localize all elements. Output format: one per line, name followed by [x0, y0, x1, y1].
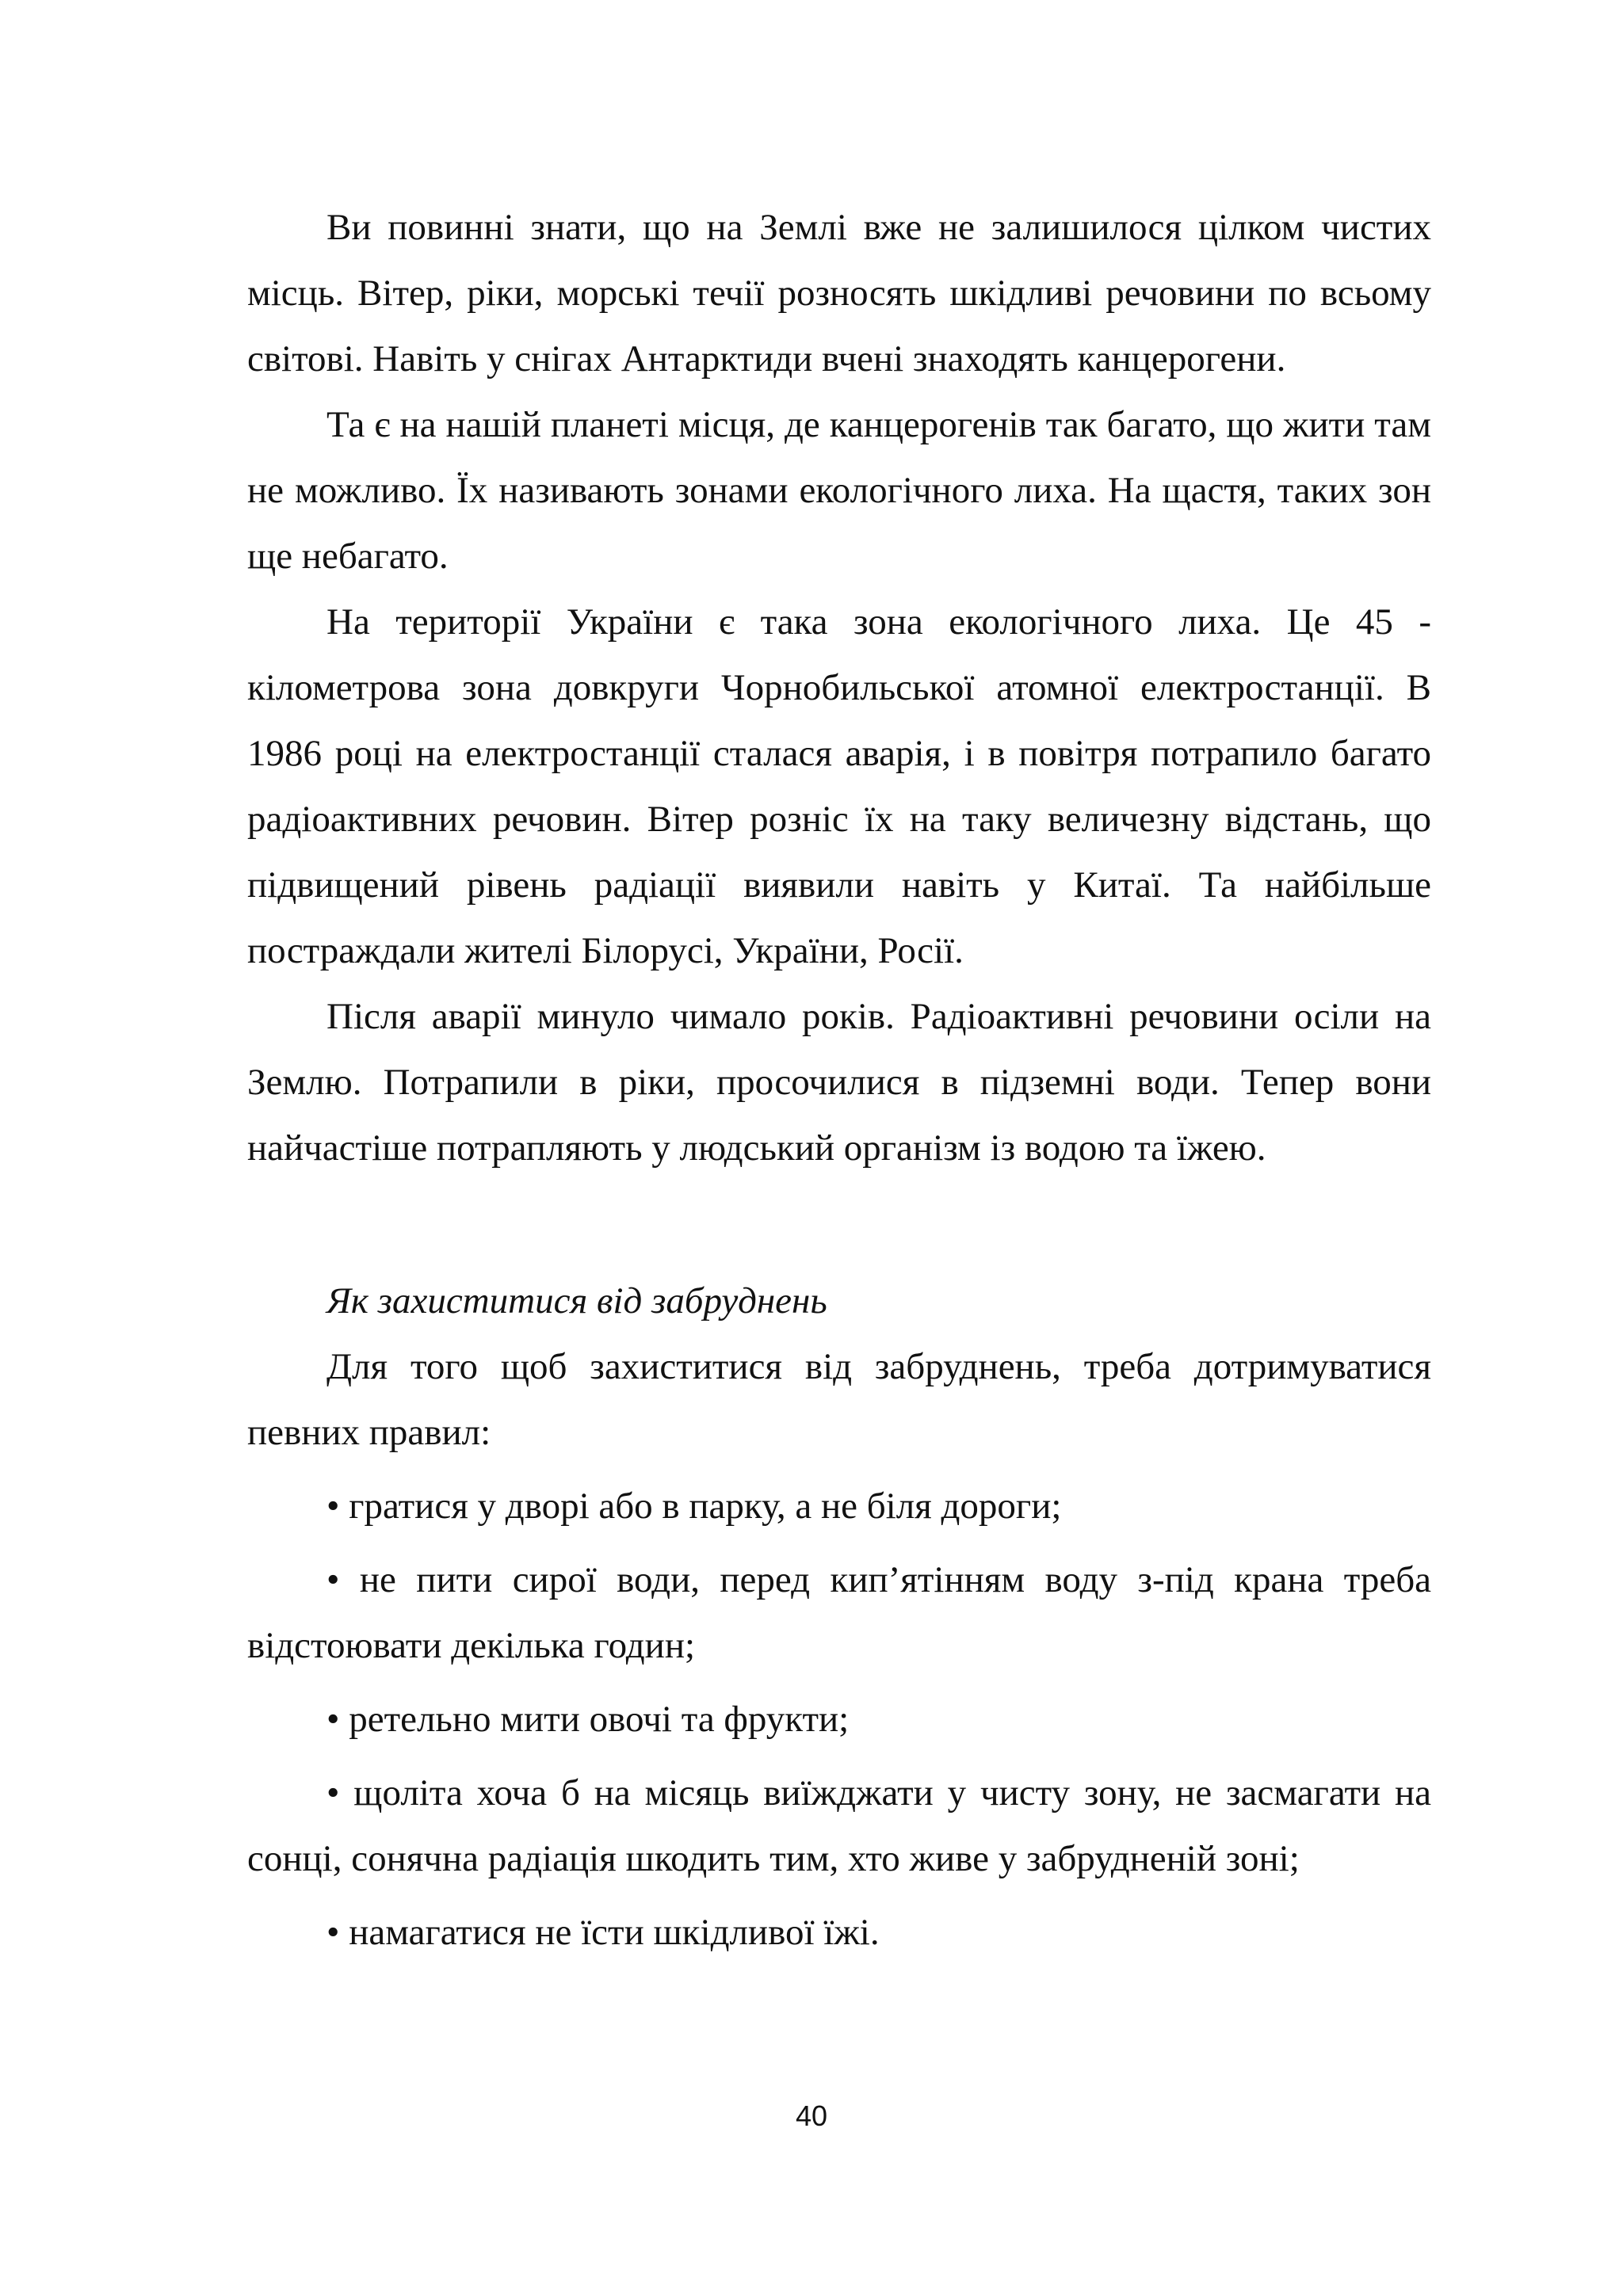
bullet-icon: •	[327, 1486, 340, 1527]
paragraph-2: Та є на нашій планеті місця, де канцерогенів так багато, що жити там не можливо. Їх називають зонами екологічного лиха. На щастя, таких зон ще небагато.	[247, 404, 1431, 577]
list-item-text: ретельно мити овочі та фрукти;	[349, 1699, 850, 1740]
bullet-icon: •	[327, 1699, 340, 1740]
list-item-text: намагатися не їсти шкідливої їжі.	[349, 1912, 880, 1953]
bullet-icon: •	[327, 1912, 340, 1953]
list-item	[247, 1547, 1431, 1679]
list-item	[247, 1760, 1431, 1892]
list-item-text: не пити сирої води, перед кип’ятінням воду з-під крана треба відстоювати декілька годин;	[247, 1559, 1431, 1666]
page-number: 40	[795, 2100, 828, 2132]
section-intro: Для того щоб захиститися від забруднень, треба дотримуватися певних правил:	[247, 1346, 1431, 1453]
paragraph-4: Після аварії минуло чимало років. Радіоактивні речовини осіли на Землю. Потрапили в ріки, просочилися в підземні води. Тепер вони найчастіше потрапляють у людський організм із водою та їжею.	[247, 996, 1431, 1169]
list-item-text: щоліта хоча б на місяць виїжджати у чисту зону, не засмагати на сонці, сонячна радіація шкодить тим, хто живе у забрудненій зоні;	[247, 1772, 1432, 1879]
section-heading: Як захиститися від забруднень	[327, 1280, 827, 1322]
list-item	[247, 1687, 1431, 1753]
document-body	[247, 195, 1431, 1966]
paragraph-3: На території України є така зона екологічного лиха. Це 45 - кілометрова зона довкруги Чорнобильської атомної електростанції. В 1986 році на електростанції сталася аварія, і в повітря потрапило багато радіоактивних речовин. Вітер розніс їх на таку величезну відстань, що підвищений рівень радіації виявили навіть у Китаї. Та найбільше постраждали жителі Білорусі, України, Росії.	[247, 601, 1431, 971]
list-item-text: гратися у дворі або в парку, а не біля дороги;	[349, 1486, 1062, 1527]
paragraph-1: Ви повинні знати, що на Землі вже не залишилося цілком чистих місць. Вітер, ріки, морські течії розносять шкідливі речовини по всьому світові. Навіть у снігах Антарктиди вчені знаходять канцерогени.	[247, 207, 1431, 379]
list-item	[247, 1474, 1431, 1539]
bullet-icon: •	[327, 1559, 340, 1600]
bullet-icon: •	[327, 1772, 340, 1814]
list-item	[247, 1900, 1431, 1966]
